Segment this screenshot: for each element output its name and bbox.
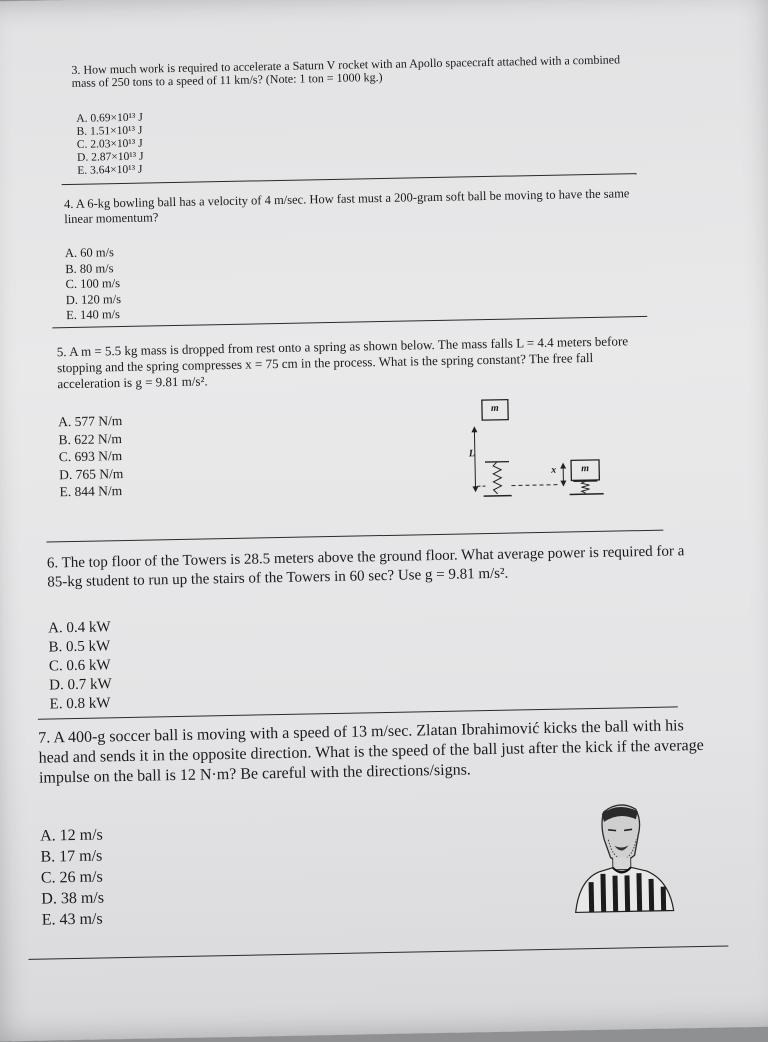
- choice-e: E. 0.8 kW: [49, 683, 689, 714]
- choice-a: A. 12 m/s: [40, 813, 710, 847]
- player-illustration-svg: [568, 798, 680, 918]
- choice-d: D. 120 m/s: [66, 281, 646, 308]
- spring-coil-compressed: [581, 481, 589, 493]
- question-6-text: 6. The top floor of the Towers is 28.5 meters above the ground floor. What average power is required for a 85-kg student to run up the stairs of the Towers in 60 sec? Use g = 9.81 m/s².: [47, 542, 688, 592]
- choice-b: B. 17 m/s: [40, 834, 710, 868]
- choice-e: E. 140 m/s: [66, 297, 646, 324]
- choice-e: E. 3.64×10¹³ J: [77, 154, 633, 178]
- ground-line: [570, 494, 604, 495]
- choice-a: A. 0.4 kW: [48, 607, 688, 638]
- player-illustration: [568, 798, 680, 918]
- choice-d: D. 0.7 kW: [49, 664, 689, 695]
- choice-c: C. 0.6 kW: [49, 645, 689, 676]
- choice-d: D. 2.87×10¹³ J: [77, 141, 633, 165]
- arrow-head-up: [560, 463, 566, 469]
- arrow-head-up: [471, 426, 477, 432]
- compression-label: x: [551, 465, 556, 476]
- choice-c: C. 100 m/s: [65, 266, 645, 293]
- question-4: [64, 186, 646, 324]
- reference-dash: [511, 485, 559, 486]
- divider-line: [28, 945, 728, 959]
- choice-b: B. 0.5 kW: [48, 626, 688, 657]
- choice-b: B. 622 N/m: [58, 419, 648, 448]
- question-4-choices: [65, 235, 646, 324]
- arrow-head-down: [560, 481, 566, 487]
- question-3-text: 3. How much work is required to accelerate a Saturn V rocket with an Apollo spacecraft attached with a combined mass of 250 tons to a speed of 11 km/s? (Note: 1 ton = 1000 kg.): [71, 53, 631, 90]
- question-5-text: 5. A m = 5.5 kg mass is dropped from rest onto a spring as shown below. The mass falls L = 4.4 meters before stopping and the spring compresses x = 75 cm in the process. What is the spring constant? The free fall acceleration is g = 9.81 m/s².: [57, 333, 648, 392]
- question-3-choices: [76, 102, 633, 178]
- fall-label: L: [469, 448, 475, 459]
- question-4-text: 4. A 6-kg bowling ball has a velocity of 4 m/sec. How fast must a 200-gram soft ball be moving to have the same linear momentum?: [64, 186, 644, 227]
- arrow-head-down: [472, 486, 478, 492]
- choice-c: C. 693 N/m: [59, 437, 649, 466]
- question-3: [71, 53, 633, 178]
- choice-b: B. 1.51×10¹³ J: [76, 115, 632, 139]
- choice-a: A. 60 m/s: [65, 235, 645, 262]
- question-6: [47, 542, 690, 714]
- mass-label: m: [491, 403, 499, 414]
- choice-c: C. 26 m/s: [41, 855, 711, 889]
- ground-line: [484, 496, 512, 497]
- divider-line: [46, 530, 663, 543]
- question-6-choices: [48, 607, 690, 714]
- choice-d: D. 38 m/s: [41, 876, 711, 910]
- choice-b: B. 80 m/s: [65, 250, 645, 277]
- spring-mass-diagram: [466, 389, 638, 502]
- choice-a: A. 0.69×10¹³ J: [76, 102, 632, 126]
- choice-a: A. 577 N/m: [58, 402, 648, 431]
- choice-c: C. 2.03×10¹³ J: [77, 128, 633, 152]
- choice-e: E. 43 m/s: [42, 897, 712, 931]
- question-7-text: 7. A 400-g soccer ball is moving with a speed of 13 m/sec. Zlatan Ibrahimović kicks the ball with his head and sends it in the opposite direction. What is the speed of the ball just after the kick if the average impulse on the ball is 12 N·m? Be careful with the directions/signs.: [38, 716, 709, 789]
- spring-coil: [493, 462, 502, 494]
- choice-e: E. 844 N/m: [59, 472, 649, 501]
- neck: [613, 857, 631, 869]
- choice-d: D. 765 N/m: [59, 454, 649, 483]
- mass-label: m: [581, 463, 589, 474]
